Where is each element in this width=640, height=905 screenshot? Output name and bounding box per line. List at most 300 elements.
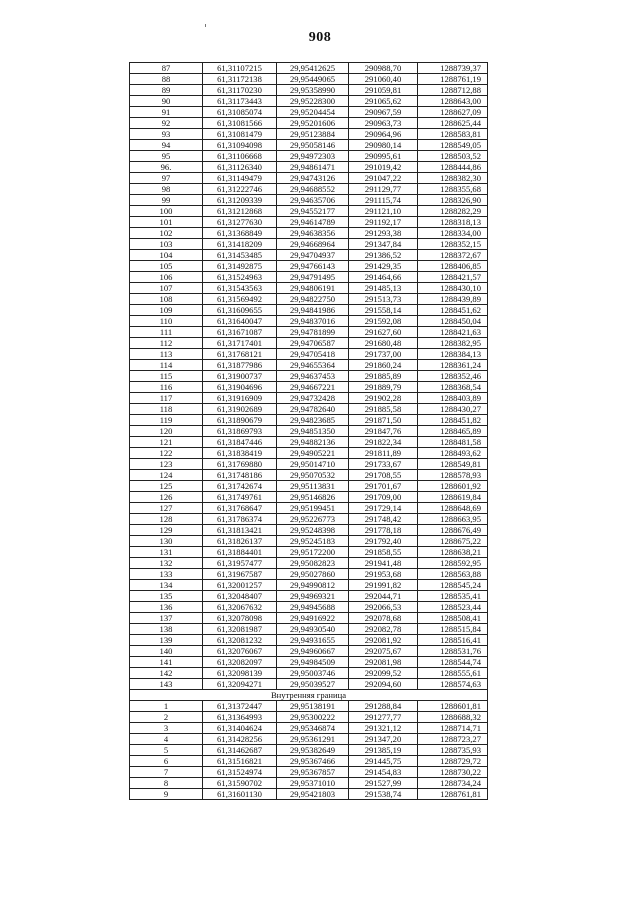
- y-coordinate-cell: 1288625,44: [418, 118, 488, 129]
- x-coordinate-cell: 291778,18: [349, 525, 418, 536]
- longitude-cell: 29,95138191: [277, 701, 349, 712]
- latitude-cell: 61,31418209: [203, 239, 277, 250]
- latitude-cell: 61,31884401: [203, 547, 277, 558]
- y-coordinate-cell: 1288648,69: [418, 503, 488, 514]
- y-coordinate-cell: 1288493,62: [418, 448, 488, 459]
- point-number: 8: [130, 778, 203, 789]
- point-number: 87: [130, 63, 203, 74]
- table-row: [130, 239, 488, 250]
- x-coordinate-cell: 291822,34: [349, 437, 418, 448]
- latitude-cell: 61,31543563: [203, 283, 277, 294]
- table-row: [130, 778, 488, 789]
- longitude-cell: 29,94655364: [277, 360, 349, 371]
- x-coordinate-cell: 291059,81: [349, 85, 418, 96]
- y-coordinate-cell: 1288714,71: [418, 723, 488, 734]
- latitude-cell: 61,31609655: [203, 305, 277, 316]
- x-coordinate-cell: 291429,35: [349, 261, 418, 272]
- point-number: 9: [130, 789, 203, 800]
- latitude-cell: 61,31524963: [203, 272, 277, 283]
- x-coordinate-cell: 291454,83: [349, 767, 418, 778]
- point-number: 125: [130, 481, 203, 492]
- point-number: 110: [130, 316, 203, 327]
- latitude-cell: 61,31364993: [203, 712, 277, 723]
- x-coordinate-cell: 291680,48: [349, 338, 418, 349]
- latitude-cell: 61,31786374: [203, 514, 277, 525]
- longitude-cell: 29,94614789: [277, 217, 349, 228]
- y-coordinate-cell: 1288516,41: [418, 635, 488, 646]
- table-row: [130, 151, 488, 162]
- point-number: 136: [130, 602, 203, 613]
- latitude-cell: 61,31212868: [203, 206, 277, 217]
- y-coordinate-cell: 1288619,84: [418, 492, 488, 503]
- x-coordinate-cell: 291627,60: [349, 327, 418, 338]
- longitude-cell: 29,95346874: [277, 723, 349, 734]
- coordinates-table: [129, 62, 488, 800]
- longitude-cell: 29,94743126: [277, 173, 349, 184]
- latitude-cell: 61,31671087: [203, 327, 277, 338]
- table-row: [130, 514, 488, 525]
- y-coordinate-cell: 1288368,54: [418, 382, 488, 393]
- y-coordinate-cell: 1288555,61: [418, 668, 488, 679]
- latitude-cell: 61,31173443: [203, 96, 277, 107]
- longitude-cell: 29,94552177: [277, 206, 349, 217]
- table-row: [130, 195, 488, 206]
- table-row: [130, 294, 488, 305]
- x-coordinate-cell: 290967,59: [349, 107, 418, 118]
- x-coordinate-cell: 291347,20: [349, 734, 418, 745]
- longitude-cell: 29,95367466: [277, 756, 349, 767]
- x-coordinate-cell: 291847,76: [349, 426, 418, 437]
- point-number: 88: [130, 74, 203, 85]
- table-row: [130, 283, 488, 294]
- table-row: [130, 382, 488, 393]
- longitude-cell: 29,95201606: [277, 118, 349, 129]
- y-coordinate-cell: 1288734,24: [418, 778, 488, 789]
- x-coordinate-cell: 291293,38: [349, 228, 418, 239]
- x-coordinate-cell: 291065,62: [349, 96, 418, 107]
- longitude-cell: 29,95248398: [277, 525, 349, 536]
- x-coordinate-cell: 291885,89: [349, 371, 418, 382]
- table-row: [130, 393, 488, 404]
- latitude-cell: 61,31768647: [203, 503, 277, 514]
- table-row: [130, 657, 488, 668]
- latitude-cell: 61,31601130: [203, 789, 277, 800]
- x-coordinate-cell: 290963,73: [349, 118, 418, 129]
- latitude-cell: 61,31967587: [203, 569, 277, 580]
- point-number: 6: [130, 756, 203, 767]
- point-number: 113: [130, 349, 203, 360]
- latitude-cell: 61,32082097: [203, 657, 277, 668]
- latitude-cell: 61,31209339: [203, 195, 277, 206]
- longitude-cell: 29,94635706: [277, 195, 349, 206]
- table-row: [130, 63, 488, 74]
- point-number: 117: [130, 393, 203, 404]
- point-number: 130: [130, 536, 203, 547]
- table-row: [130, 503, 488, 514]
- latitude-cell: 61,31524974: [203, 767, 277, 778]
- latitude-cell: 61,31462687: [203, 745, 277, 756]
- point-number: 140: [130, 646, 203, 657]
- point-number: 142: [130, 668, 203, 679]
- y-coordinate-cell: 1288451,82: [418, 415, 488, 426]
- latitude-cell: 61,31085074: [203, 107, 277, 118]
- table-row: [130, 701, 488, 712]
- table-row: [130, 162, 488, 173]
- table-row: [130, 107, 488, 118]
- table-row: [130, 360, 488, 371]
- x-coordinate-cell: 292094,60: [349, 679, 418, 690]
- longitude-cell: 29,95300222: [277, 712, 349, 723]
- y-coordinate-cell: 1288382,30: [418, 173, 488, 184]
- y-coordinate-cell: 1288439,89: [418, 294, 488, 305]
- point-number: 100: [130, 206, 203, 217]
- x-coordinate-cell: 290995,61: [349, 151, 418, 162]
- table-row: [130, 745, 488, 756]
- longitude-cell: 29,95039527: [277, 679, 349, 690]
- latitude-cell: 61,31569492: [203, 294, 277, 305]
- table-row: [130, 85, 488, 96]
- point-number: 133: [130, 569, 203, 580]
- latitude-cell: 61,31869793: [203, 426, 277, 437]
- latitude-cell: 61,31372447: [203, 701, 277, 712]
- point-number: 119: [130, 415, 203, 426]
- y-coordinate-cell: 1288739,37: [418, 63, 488, 74]
- y-coordinate-cell: 1288583,81: [418, 129, 488, 140]
- x-coordinate-cell: 291733,67: [349, 459, 418, 470]
- latitude-cell: 61,31916909: [203, 393, 277, 404]
- latitude-cell: 61,31170230: [203, 85, 277, 96]
- point-number: 105: [130, 261, 203, 272]
- table-row: [130, 459, 488, 470]
- y-coordinate-cell: 1288352,15: [418, 239, 488, 250]
- latitude-cell: 61,31717401: [203, 338, 277, 349]
- latitude-cell: 61,32001257: [203, 580, 277, 591]
- x-coordinate-cell: 291871,50: [349, 415, 418, 426]
- table-row: [130, 591, 488, 602]
- y-coordinate-cell: 1288578,93: [418, 470, 488, 481]
- longitude-cell: 29,94705418: [277, 349, 349, 360]
- table-row: [130, 250, 488, 261]
- longitude-cell: 29,94688552: [277, 184, 349, 195]
- latitude-cell: 61,31904696: [203, 382, 277, 393]
- point-number: 102: [130, 228, 203, 239]
- y-coordinate-cell: 1288531,76: [418, 646, 488, 657]
- x-coordinate-cell: 291192,17: [349, 217, 418, 228]
- longitude-cell: 29,95027860: [277, 569, 349, 580]
- page-number: 908: [308, 30, 332, 45]
- y-coordinate-cell: 1288761,19: [418, 74, 488, 85]
- longitude-cell: 29,95449065: [277, 74, 349, 85]
- longitude-cell: 29,94984509: [277, 657, 349, 668]
- longitude-cell: 29,95172200: [277, 547, 349, 558]
- longitude-cell: 29,94791495: [277, 272, 349, 283]
- table-row: [130, 349, 488, 360]
- table-row: [130, 327, 488, 338]
- longitude-cell: 29,95003746: [277, 668, 349, 679]
- x-coordinate-cell: 290988,70: [349, 63, 418, 74]
- section-row: [130, 690, 488, 701]
- point-number: 138: [130, 624, 203, 635]
- x-coordinate-cell: 291729,14: [349, 503, 418, 514]
- latitude-cell: 61,31081479: [203, 129, 277, 140]
- y-coordinate-cell: 1288481,58: [418, 437, 488, 448]
- outer-boundary-rows: [130, 63, 488, 690]
- point-number: 93: [130, 129, 203, 140]
- longitude-cell: 29,94882136: [277, 437, 349, 448]
- y-coordinate-cell: 1288549,05: [418, 140, 488, 151]
- y-coordinate-cell: 1288361,24: [418, 360, 488, 371]
- y-coordinate-cell: 1288729,72: [418, 756, 488, 767]
- latitude-cell: 61,31094098: [203, 140, 277, 151]
- inner-boundary-rows: [130, 701, 488, 800]
- x-coordinate-cell: 291858,55: [349, 547, 418, 558]
- y-coordinate-cell: 1288627,09: [418, 107, 488, 118]
- y-coordinate-cell: 1288563,88: [418, 569, 488, 580]
- latitude-cell: 61,31277630: [203, 217, 277, 228]
- y-coordinate-cell: 1288372,67: [418, 250, 488, 261]
- table-row: [130, 217, 488, 228]
- table-row: [130, 118, 488, 129]
- latitude-cell: 61,31428256: [203, 734, 277, 745]
- x-coordinate-cell: 291288,84: [349, 701, 418, 712]
- point-number: 108: [130, 294, 203, 305]
- y-coordinate-cell: 1288403,89: [418, 393, 488, 404]
- x-coordinate-cell: 291060,40: [349, 74, 418, 85]
- longitude-cell: 29,95070532: [277, 470, 349, 481]
- table-row: [130, 668, 488, 679]
- latitude-cell: 61,31748186: [203, 470, 277, 481]
- x-coordinate-cell: 292075,67: [349, 646, 418, 657]
- point-number: 116: [130, 382, 203, 393]
- x-coordinate-cell: 291889,79: [349, 382, 418, 393]
- y-coordinate-cell: 1288730,22: [418, 767, 488, 778]
- latitude-cell: 61,31847446: [203, 437, 277, 448]
- latitude-cell: 61,31516821: [203, 756, 277, 767]
- x-coordinate-cell: 291953,68: [349, 569, 418, 580]
- y-coordinate-cell: 1288723,27: [418, 734, 488, 745]
- longitude-cell: 29,94861471: [277, 162, 349, 173]
- x-coordinate-cell: 291558,14: [349, 305, 418, 316]
- y-coordinate-cell: 1288574,63: [418, 679, 488, 690]
- point-number: 1: [130, 701, 203, 712]
- y-coordinate-cell: 1288384,13: [418, 349, 488, 360]
- longitude-cell: 29,94837016: [277, 316, 349, 327]
- y-coordinate-cell: 1288549,81: [418, 459, 488, 470]
- point-number: 141: [130, 657, 203, 668]
- x-coordinate-cell: 291885,58: [349, 404, 418, 415]
- latitude-cell: 61,32048407: [203, 591, 277, 602]
- longitude-cell: 29,95058146: [277, 140, 349, 151]
- table-row: [130, 558, 488, 569]
- latitude-cell: 61,31838419: [203, 448, 277, 459]
- table-row: [130, 536, 488, 547]
- latitude-cell: 61,31769880: [203, 459, 277, 470]
- longitude-cell: 29,94667221: [277, 382, 349, 393]
- point-number: 107: [130, 283, 203, 294]
- table-row: [130, 305, 488, 316]
- longitude-cell: 29,94969321: [277, 591, 349, 602]
- longitude-cell: 29,94782640: [277, 404, 349, 415]
- x-coordinate-cell: 291321,12: [349, 723, 418, 734]
- point-number: 115: [130, 371, 203, 382]
- y-coordinate-cell: 1288334,00: [418, 228, 488, 239]
- longitude-cell: 29,94637453: [277, 371, 349, 382]
- latitude-cell: 61,31890679: [203, 415, 277, 426]
- longitude-cell: 29,95421803: [277, 789, 349, 800]
- y-coordinate-cell: 1288712,88: [418, 85, 488, 96]
- x-coordinate-cell: 292099,52: [349, 668, 418, 679]
- y-coordinate-cell: 1288450,04: [418, 316, 488, 327]
- y-coordinate-cell: 1288406,85: [418, 261, 488, 272]
- x-coordinate-cell: 291445,75: [349, 756, 418, 767]
- point-number: 4: [130, 734, 203, 745]
- longitude-cell: 29,95412625: [277, 63, 349, 74]
- longitude-cell: 29,95226773: [277, 514, 349, 525]
- point-number: 99: [130, 195, 203, 206]
- y-coordinate-cell: 1288544,74: [418, 657, 488, 668]
- point-number: 5: [130, 745, 203, 756]
- longitude-cell: 29,94732428: [277, 393, 349, 404]
- y-coordinate-cell: 1288465,89: [418, 426, 488, 437]
- point-number: 111: [130, 327, 203, 338]
- y-coordinate-cell: 1288421,63: [418, 327, 488, 338]
- point-number: 134: [130, 580, 203, 591]
- point-number: 106: [130, 272, 203, 283]
- x-coordinate-cell: 291513,73: [349, 294, 418, 305]
- table-row: [130, 206, 488, 217]
- longitude-cell: 29,94766143: [277, 261, 349, 272]
- point-number: 129: [130, 525, 203, 536]
- table-row: [130, 140, 488, 151]
- point-number: 7: [130, 767, 203, 778]
- x-coordinate-cell: 291464,66: [349, 272, 418, 283]
- point-number: 126: [130, 492, 203, 503]
- x-coordinate-cell: 291386,52: [349, 250, 418, 261]
- table-row: [130, 437, 488, 448]
- longitude-cell: 29,95082823: [277, 558, 349, 569]
- table-row: [130, 338, 488, 349]
- longitude-cell: 29,95146826: [277, 492, 349, 503]
- table-row: [130, 723, 488, 734]
- latitude-cell: 61,31590702: [203, 778, 277, 789]
- point-number: 137: [130, 613, 203, 624]
- x-coordinate-cell: 292081,92: [349, 635, 418, 646]
- y-coordinate-cell: 1288508,41: [418, 613, 488, 624]
- x-coordinate-cell: 291121,10: [349, 206, 418, 217]
- point-number: 118: [130, 404, 203, 415]
- longitude-cell: 29,95358990: [277, 85, 349, 96]
- x-coordinate-cell: 291748,42: [349, 514, 418, 525]
- x-coordinate-cell: 291941,48: [349, 558, 418, 569]
- x-coordinate-cell: 291385,19: [349, 745, 418, 756]
- point-number: 89: [130, 85, 203, 96]
- x-coordinate-cell: 292066,53: [349, 602, 418, 613]
- point-number: 109: [130, 305, 203, 316]
- latitude-cell: 61,31957477: [203, 558, 277, 569]
- table-row: [130, 371, 488, 382]
- table-row: [130, 580, 488, 591]
- y-coordinate-cell: 1288601,92: [418, 481, 488, 492]
- y-coordinate-cell: 1288663,95: [418, 514, 488, 525]
- x-coordinate-cell: 291792,40: [349, 536, 418, 547]
- latitude-cell: 61,31126340: [203, 162, 277, 173]
- x-coordinate-cell: 291708,55: [349, 470, 418, 481]
- longitude-cell: 29,94905221: [277, 448, 349, 459]
- table-row: [130, 624, 488, 635]
- scan-mark: [205, 24, 206, 27]
- x-coordinate-cell: 291277,77: [349, 712, 418, 723]
- longitude-cell: 29,94990812: [277, 580, 349, 591]
- x-coordinate-cell: 291527,99: [349, 778, 418, 789]
- y-coordinate-cell: 1288676,49: [418, 525, 488, 536]
- point-number: 120: [130, 426, 203, 437]
- x-coordinate-cell: 291737,00: [349, 349, 418, 360]
- y-coordinate-cell: 1288318,13: [418, 217, 488, 228]
- table-row: [130, 602, 488, 613]
- longitude-cell: 29,94781899: [277, 327, 349, 338]
- x-coordinate-cell: 291709,00: [349, 492, 418, 503]
- longitude-cell: 29,94972303: [277, 151, 349, 162]
- table-row: [130, 569, 488, 580]
- table-row: [130, 481, 488, 492]
- point-number: 123: [130, 459, 203, 470]
- x-coordinate-cell: 291902,28: [349, 393, 418, 404]
- latitude-cell: 61,32098139: [203, 668, 277, 679]
- x-coordinate-cell: 290980,14: [349, 140, 418, 151]
- y-coordinate-cell: 1288675,22: [418, 536, 488, 547]
- x-coordinate-cell: 291592,08: [349, 316, 418, 327]
- longitude-cell: 29,95199451: [277, 503, 349, 514]
- longitude-cell: 29,95371010: [277, 778, 349, 789]
- latitude-cell: 61,31749761: [203, 492, 277, 503]
- latitude-cell: 61,31826137: [203, 536, 277, 547]
- latitude-cell: 61,32081987: [203, 624, 277, 635]
- latitude-cell: 61,31742674: [203, 481, 277, 492]
- latitude-cell: 61,31149479: [203, 173, 277, 184]
- y-coordinate-cell: 1288444,86: [418, 162, 488, 173]
- table-row: [130, 547, 488, 558]
- table-row: [130, 679, 488, 690]
- latitude-cell: 61,32078098: [203, 613, 277, 624]
- table-row: [130, 525, 488, 536]
- longitude-cell: 29,95228300: [277, 96, 349, 107]
- y-coordinate-cell: 1288592,95: [418, 558, 488, 569]
- latitude-cell: 61,31813421: [203, 525, 277, 536]
- x-coordinate-cell: 291701,67: [349, 481, 418, 492]
- longitude-cell: 29,95367857: [277, 767, 349, 778]
- y-coordinate-cell: 1288735,93: [418, 745, 488, 756]
- table-row: [130, 789, 488, 800]
- latitude-cell: 61,31453485: [203, 250, 277, 261]
- table-row: [130, 635, 488, 646]
- point-number: 98: [130, 184, 203, 195]
- longitude-cell: 29,94823685: [277, 415, 349, 426]
- longitude-cell: 29,94945688: [277, 602, 349, 613]
- latitude-cell: 61,32081232: [203, 635, 277, 646]
- x-coordinate-cell: 291047,22: [349, 173, 418, 184]
- table-row: [130, 415, 488, 426]
- x-coordinate-cell: 291538,74: [349, 789, 418, 800]
- y-coordinate-cell: 1288515,84: [418, 624, 488, 635]
- table-row: [130, 228, 488, 239]
- x-coordinate-cell: 290964,96: [349, 129, 418, 140]
- y-coordinate-cell: 1288421,57: [418, 272, 488, 283]
- x-coordinate-cell: 291860,24: [349, 360, 418, 371]
- y-coordinate-cell: 1288451,62: [418, 305, 488, 316]
- latitude-cell: 61,31404624: [203, 723, 277, 734]
- point-number: 124: [130, 470, 203, 481]
- longitude-cell: 29,94916922: [277, 613, 349, 624]
